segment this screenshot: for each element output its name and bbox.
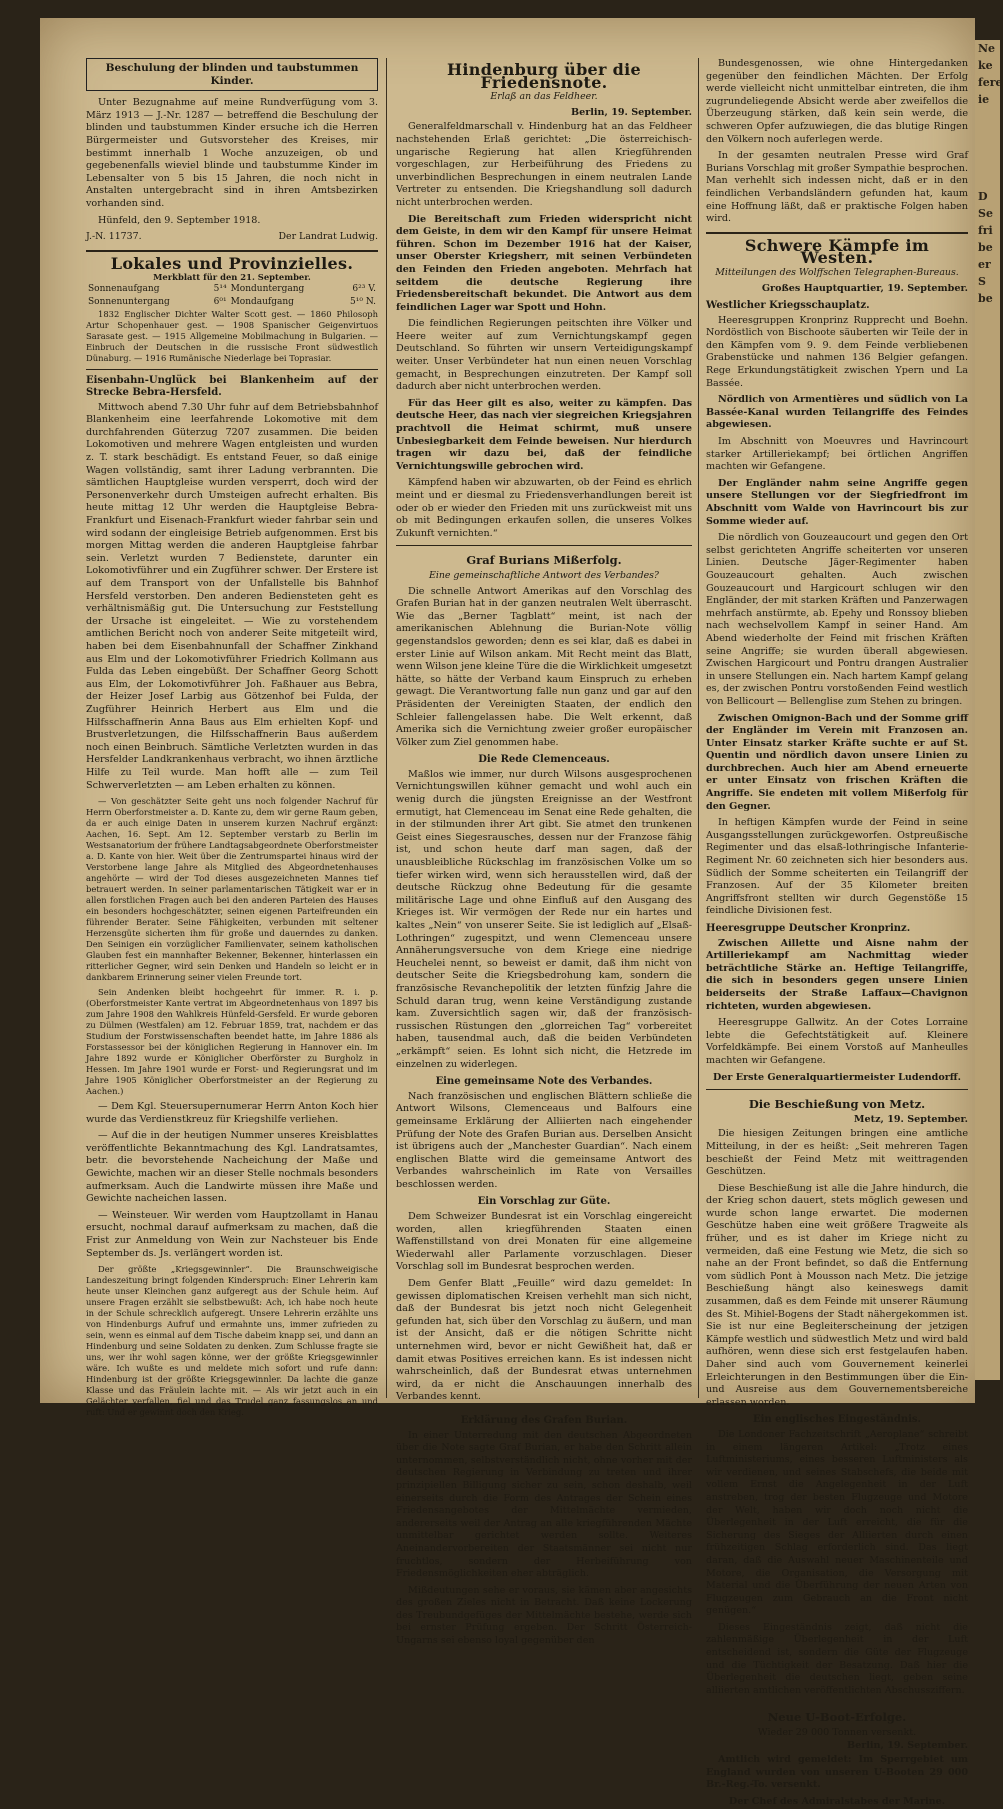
notice-ref: J.-N. 11737. xyxy=(86,231,142,243)
moon-label: Mondaufgang xyxy=(230,296,294,307)
paragraph: Heeresgruppen Kronprinz Rupprecht und Boehn. Nordöstlich von Bischoote säuberten wir Teile der in den Kämpfen vom 9. 9. dem Feinde verbliebenen Grabenstücke und nahmen 136 Belgier gefangen. Rege Erkundungstätigkeit zwischen Ypern und La Bassée. xyxy=(706,314,968,389)
west-dateline: Großes Hauptquartier, 19. September. xyxy=(761,282,968,294)
weinsteuer-note: — Weinsteuer. Wir werden vom Hauptzollamt in Hanau ersucht, nochmal darauf aufmerksam zu machen, daß die Frist zur Anmeldung von Wein zur Nachsteuer bis Ende September ds. Js. verlängert worden ist. xyxy=(86,1209,378,1259)
moon-value: 6²³ V. xyxy=(352,284,376,295)
notice-title: Beschulung der blinden und taubstummen Kinder. xyxy=(86,58,378,91)
paragraph: Die nördlich von Gouzeaucourt und gegen den Ort selbst gerichteten Angriffe scheiterten vor unseren Linien. Deutsche Jäger-Regimenter haben Gouzeaucourt gehalten. Auch zwischen Gouzeaucourt und Hargicourt schlugen wir den Engländer, der mit starken Kräften und Panzerwagen mehrfach anstürmte, ab. Epehy und Ronssoy blieben nach wechselvollem Kampf in seiner Hand. Am Abend wiederholte der Feind mit frischen Kräften seine Angriffe; sie wurden überall abgewiesen. Zwischen Hargicourt und Pontru drangen Australier in unsere Stellungen ein. Nach hartem Kampf gelang es, der zwischen Pontru vorstoßenden Feind westlich von Bellicourt — Bellenglise zum Stehen zu bringen. xyxy=(706,532,968,707)
west-subtitle: Mitteilungen des Wolffschen Telegraphen-Bureaus. xyxy=(715,266,959,278)
west-heading: Westlicher Kriegsschauplatz. xyxy=(706,300,870,312)
edge-fragment: er xyxy=(978,258,991,271)
kreisblatt-note: — Auf die in der heutigen Nummer unseres Kreisblattes veröffentlichte Bekanntmachung des Kgl. Landratsamtes, betr. die bevorstehende Nacheichung der Maße und Gewichte, machen wir an dieser Stelle nochmals besonders aufmerksam. Auch die Landwirte müssen ihre Maße und Gewichte nacheichen lassen. xyxy=(86,1130,378,1205)
divider xyxy=(706,232,968,234)
moon-value: 5¹⁰ N. xyxy=(350,296,376,307)
column-rule xyxy=(386,58,387,1398)
paragraph: Zwischen Omignon-Bach und der Somme griff der Engländer im Verein mit Franzosen an. Unter Einsatz starker Kräfte suchte er auf St. Quentin und nördlich davon unsere Linien zu durchbrechen. Auch hier am Abend erneuerte er unter Einsatz von frischen Kräften die Angriffe. Sie endeten mit vollem Mißerfolg für den Gegner. xyxy=(706,712,968,812)
rail-article: Mittwoch abend 7.30 Uhr fuhr auf dem Betriebsbahnhof Blankenheim eine leerfahrende Lokomotive mit dem durchfahrenden Güterzug 7207 zusammen. Die beiden Lokomotiven und mehrere Wagen entgleisten und wurden z. T. stark beschädigt. Es entstand Feuer, so daß einige Wagen vollständig, samt ihrer Ladung verbrannten. Die sämtlichen Hauptgleise wurden versperrt, doch wird der Personenverkehr durch Umsteigen aufrecht erhalten. Bis heute mittag 12 Uhr werden die Hauptgleise Bebra-Frankfurt und Eisenach-Frankfurt wieder fahrbar sein und wird sodann der eingleisige Betrieb aufgenommen. Erst bis morgen Mittag werden die anderen Hauptgleise fahrbar sein. Verletzt wurden 7 Bedienstete, darunter ein Lokomotivführer und ein Zugführer schwer. Der Erstere ist auf dem Transport von der Unfallstelle bis Bahnhof Hersfeld verstorben. Den anderen Bediensteten geht es verhältnismäßig gut. Die Untersuchung zur Feststellung der Ursache ist eingeleitet. — Wie zu vorstehendem amtlichen Bericht noch von anderer Seite mitgeteilt wird, haben bei dem Eisenbahnunfall der Schaffner Zinkhand aus Elm und der Lokomotivführer Friedrich Kollmann aus Fulda das Leben eingebüßt. Der Schaffner Georg Schott aus Elm, der Lokomotivführer Joh. Faßhauer aus Bebra, der Heizer Josef Larbig aus Götzenhof bei Fulda, der Zugführer Heinrich Herbert aus Elm und die Hilfsschaffnerin Anna Baus aus Elm erhielten Kopf- und Brustverletzungen, die Hilfsschaffnerin Baus außerdem noch einen Beinbruch. Sämtliche Verletzten wurden in das Hersfelder Landkrankenhaus verbracht, wo ihnen ärztliche Hilfe zu Teil wurde. Man hofft alle — zum Teil Schwerverletzten — am Leben erhalten zu können. xyxy=(86,401,378,791)
paragraph: Dem Schweizer Bundesrat ist ein Vorschlag eingereicht worden, allen kriegführenden Staaten einen Waffenstillstand von drei Monaten für eine allgemeine Wiederwahl aller Parlamente vorzuschlagen. Dieser Vorschlag soll im Bundesrat besprochen werden. xyxy=(396,1211,692,1273)
divider xyxy=(86,369,378,370)
edge-fragment: fri xyxy=(978,224,993,237)
notice-signature-line xyxy=(86,231,378,244)
edge-fragment: be xyxy=(978,292,993,305)
paragraph: In heftigen Kämpfen wurde der Feind in seine Ausgangsstellungen zurückgeworfen. Ostpreußische Regimenter und das elsaß-lothringische Infanterie-Regiment Nr. 60 zeichneten sich hier besonders aus. Südlich der Somme scheiterten ein Teilangriff der Franzosen. Auf der 35 Kilometer breiten Angriffsfront stellten wir durch Gegenstöße 15 feindliche Divisionen fest. xyxy=(706,817,968,917)
engl-title: Ein englisches Eingeständnis. xyxy=(752,1414,922,1426)
edge-fragment: ke xyxy=(978,59,993,72)
paragraph: Heeresgruppe Gallwitz. An der Cotes Lorraine lebte die Gefechtstätigkeit auf. Kleinere Vorfeldkämpfe. Bei einem Vorstoß auf Manheulles machten wir Gefangene. xyxy=(706,1017,968,1066)
paragraph: In einer Unterredung mit den deutschen Abgeordneten über die Note sagte Graf Burian, er habe den Schritt allein unternommen, selbstverständlich nicht, ohne vorher mit der deutschen Regierung in Verbindung zu treten und ihrer prinzipiellen Billigung sicher zu sein, schon deshalb, weil einerseits durch die Form des Antrages der Schein eines Friedensangebotes der Mittelmächte vermieden, andererseits weil der Antrag an alle kriegführenden Mächte unmittelbar gerichtet werden sollte. Weiteres Aneinandervorbereiten der Staatsmänner sei nicht nur fruchtlos, sondern der Herbeiführung von Friedensmöglichkeiten eher abträglich. xyxy=(396,1429,692,1580)
burian-subtitle: Eine gemeinschaftliche Antwort des Verbandes? xyxy=(429,569,659,581)
notice-sign: Der Landrat Ludwig. xyxy=(278,231,378,243)
edge-fragment: D xyxy=(978,190,988,203)
paragraph: Für das Heer gilt es also, weiter zu kämpfen. Das deutsche Heer, das nach vier siegreichen Kriegsjahren prachtvoll die Heimat schirmt, muß unsere Unbesiegbarkeit dem Feinde beweisen. Nur hierdurch tragen wir dazu bei, daß der feindliche Vernichtungswille gebrochen wird. xyxy=(396,397,692,472)
column-rule xyxy=(698,58,699,1398)
column-3 xyxy=(706,58,968,1809)
west-signature: Der Erste Generalquartiermeister Ludendorff. xyxy=(712,1071,962,1083)
metz-dateline: Metz, 19. September. xyxy=(853,1113,968,1125)
adjacent-page-edge xyxy=(975,40,1003,1380)
sun-value: 5¹⁴ xyxy=(213,284,227,295)
table-row xyxy=(86,296,378,309)
edge-fragment: Ne xyxy=(978,42,996,55)
vorschlag-title: Ein Vorschlag zur Güte. xyxy=(477,1196,611,1208)
paragraph: In der gesamten neutralen Presse wird Graf Burians Vorschlag mit großer Sympathie besprochen. Man verhehlt sich indessen nicht, daß er in den feindlichen Verbandsländern gefunden hat, kaum eine Hoffnung läßt, daß er praktische Folgen haben wird. xyxy=(706,150,968,225)
gemeinsame-note-title: Eine gemeinsame Note des Verbandes. xyxy=(435,1076,653,1088)
burian-title: Graf Burians Mißerfolg. xyxy=(466,553,622,568)
paragraph: Diese Beschießung ist alle die Jahre hindurch, die der Krieg schon dauert, stets möglich gewesen und wurde schon lange erwartet. Die modernen Geschütze haben eine weit größere Tragweite als früher, und es ist daher im Kriege nicht zu vermeiden, daß eine Festung wie Metz, die sich so nahe an der Front befindet, so daß die Entfernung vom südlich Pont à Mousson nach Metz. Die jetzige Beschießung hängt also keineswegs damit zusammen, daß es dem Feinde mit unserer Räumung des St. Mihiel-Bogens der Stadt nähergekommen ist. Sie ist nur eine Begleiterscheinung der jetzigen Kämpfe westlich und südwestlich Metz und wird bald aufhören, wenn diese sich erst festgelaufen haben. Daher sind auch vom Gouvernement keinerlei Erleichterungen in den Bestimmungen über die Ein- und Ausreise aus dem Gouvernementsbereiche erlassen worden. xyxy=(706,1182,968,1408)
paragraph: Bundesgenossen, wie ohne Hintergedanken gegenüber den feindlichen Mächten. Der Erfolg werde vielleicht nicht unmittelbar eintreten, die ihm zugrundeliegende Absicht werde aber zweifellos die Überzeugung stärken, daß kein sein werde, die schweren Opfer aufzuwiegen, die das blutige Ringen den Völkern noch auferlegen werde. xyxy=(706,58,968,145)
metz-title: Die Beschießung von Metz. xyxy=(748,1097,926,1112)
hindenburg-title: Hindenburg über die Friedensnote. xyxy=(447,60,641,92)
column-1 xyxy=(86,58,378,1422)
newspaper-page xyxy=(40,18,975,1807)
paragraph: Nördlich von Armentières und südlich von La Bassée-Kanal wurden Teilangriffe des Feindes abgewiesen. xyxy=(706,394,968,431)
sun-value: 6⁰¹ xyxy=(213,296,227,307)
table-row xyxy=(86,283,378,296)
divider xyxy=(396,545,692,546)
paragraph: Dieses Eingeständnis zeigt, daß nicht die zahlenmäßige Überlegenheit in der Luft entscheidend ist, sondern die Güte der Flugzeuge und die Tüchtigkeit der Besatzung. Daß hier die Überlegenheit die deutschen liegt, geben seine alliierten amtlichen veröffentlichten Abschussziffern. xyxy=(706,1621,968,1696)
obituary: — Von geschätzter Seite geht uns noch folgender Nachruf für Herrn Oberforstmeister a. D. Kante zu, dem wir gerne Raum geben, da er auch einige Daten in unserem kurzen Nachruf ergänzt: Aachen, 16. Sept. Am 12. September verstarb zu Berlin im Westsanatorium der frühere Landtagsabgeordnete Oberforstmeister a. D. Kante von hier. Weit über die Zentrumspartei hinaus wird der Verstorbene lange Jahre als Mitglied des Abgeordnetenhauses angehörte — wird der Tod dieses ausgezeichneten Mannes tief betrauert werden. In seiner parlamentarischen Tätigkeit war er in allen forstlichen Fragen auch bei den anderen Parteien des Hauses ein besonders hochgeschätzter, seinen eigenen Parteifreunden ein führender Berater. Seine Fähigkeiten, verbunden mit seltener Herzensgüte sicherten ihm für große und dauerndes zu danken. Den Seinigen ein vorzüglicher Familienvater, seinem katholischen Glauben fest ein mannhafter Bekenner, Bekenner, hinterlassen ein ritterlicher Gegner, wird sein Denken und Handeln so leicht er in dankbarem Erinnerung seiner vielen Freunde tort. xyxy=(86,796,378,983)
koch-note: — Dem Kgl. Steuersupernumerar Herrn Anton Koch hier wurde das Verdienstkreuz für Kriegshilfe verliehen. xyxy=(86,1101,378,1125)
uboot-dateline: Berlin, 19. September. xyxy=(847,1739,968,1751)
paragraph: Die Londoner Fachzeitschrift „Aeroplane“ schreibt in einem längeren Artikel: „Trotz eines Luftministeriums, eines besseren Luftministers als wir verdienen, und seines Stabschefs, die beide mit vollem Ernst die Angelegenheit in der Luft anstreben, trog der besten Flugzeuge und Motore der Welt, haben wir doch noch nicht die Überlegenheit in der Luft erreicht, die für die Sicherung des Sieges der Alliierten durch einen frühzeitigen Schlag erforderlich sind. Das liegt daran, daß die Auswahl neuer Maschinenteile und Motore, die Organisation, die Versorgung mit Material und die Überführung der neuen Arten von Flugzeugen zum Gebrauch an die Front nicht genügen.“ xyxy=(706,1428,968,1617)
sun-label: Sonnenaufgang xyxy=(88,284,160,295)
uboot-signature: Der Chef des Admiralstabes der Marine. xyxy=(728,1796,946,1807)
hindenburg-dateline: Berlin, 19. September. xyxy=(571,106,692,118)
merkblatt: Merkblatt für den 21. September. xyxy=(153,272,311,283)
paragraph: Die Bereitschaft zum Frieden widerspricht nicht dem Geiste, in dem wir den Kampf für unsere Heimat führen. Schon im Dezember 1916 hat der Kaiser, unser Oberster Kriegsherr, mit seinen Verbündeten den Feinden den Frieden angeboten. Mehrfach hat seitdem die deutsche Regierung ihre Friedensbereitschaft bekundet. Die Antwort aus dem feindlichen Lager war Spott und Hohn. xyxy=(396,213,692,313)
divider xyxy=(706,1702,968,1703)
paragraph: Die hiesigen Zeitungen bringen eine amtliche Mitteilung, in der es heißt: „Seit mehreren Tagen beschießt der Feind Metz mit weittragenden Geschützen. xyxy=(706,1128,968,1178)
notice-date: Hünfeld, den 9. September 1918. xyxy=(98,214,261,226)
sun-label: Sonnenuntergang xyxy=(88,296,170,307)
uboot-subtitle: Wieder 29 000 Tonnen versenkt. xyxy=(757,1727,917,1739)
local-title: Lokales und Provinzielles. xyxy=(110,253,354,273)
west-heading-kronprinz: Heeresgruppe Deutscher Kronprinz. xyxy=(706,923,911,934)
edge-fragment: be xyxy=(978,241,993,254)
paragraph: Generalfeldmarschall v. Hindenburg hat an das Feldheer nachstehenden Erlaß gerichtet: „Die österreichisch-ungarische Regierung hat allen Kriegführenden vorgeschlagen, zur Herbeiführung des Friedens zu unverbindlichen Besprechungen in einem neutralen Lande Vertreter zu entsenden. Die Kriegshandlung soll dadurch nicht unterbrochen werden. xyxy=(396,121,692,208)
edge-fragment: S xyxy=(978,275,986,288)
history-note: 1832 Englischer Dichter Walter Scott gest. — 1860 Philosoph Artur Schopenhauer gest. — 1908 Spanischer Geigenvirtuos Sarasate gest. — 1915 Allgemeine Mobilmachung in Bulgarien. — Einbruch der Deutschen in die russische Front südwestlich Dünaburg. — 1916 Rumänische Niederlage bei Toprasiar. xyxy=(86,308,378,363)
west-title: Schwere Kämpfe im Westen. xyxy=(744,235,930,268)
divider xyxy=(396,1409,692,1410)
sun-table xyxy=(86,283,378,308)
moon-label: Monduntergang xyxy=(230,284,305,295)
divider xyxy=(86,250,378,252)
edge-fragment: ie xyxy=(978,93,990,106)
rail-title: Eisenbahn-Unglück bei Blankenheim auf der Strecke Bebra-Hersfeld. xyxy=(86,374,378,399)
kriegsgewinnler-story: Der größte „Kriegsgewinnler“. Die Braunschweigische Landeszeitung bringt folgenden Kinderspruch: Einer Lehrerin kam heute unser Kleinchen ganz aufgeregt aus der Schule heim. Auf unsere Fragen erzählt sie selbstbewußt: Ach, ich habe noch heute in der Schule schrecklich aufgeregt. Unsere Lehrerin erzählte uns von Hindenburgs Aufruf und ermahnte uns, immer zufrieden zu sein, wenn es einmal auf dem Tische dabeim knapp sei, und dann an Hindenburg und seine Soldaten zu denken. Zum Schlusse fragte sie uns, wer ihr wohl sagen könne, wer der größte Kriegsgewinnler wäre. Ich wußte es und meldete mich sofort und rufe dann: Hindenburg ist der größte Kriegsgewinnler. Da lachte die ganze Klasse und das Fräulein lachte mit. — Als wir jetzt auch in ein Gelächter verfallen, fiel und das Trudel ganz fassungslos an und ruft: Und er gewinnt doch den Krieg. xyxy=(86,1264,378,1418)
divider xyxy=(706,1089,968,1090)
edge-fragment: fere xyxy=(978,76,1003,89)
paragraph: Amtlich wird gemeldet: Im Sperrgebiet um England wurden von unseren U-Booten 29 000 Br.-Reg.-To. versenkt. xyxy=(706,1754,968,1791)
erklaerung-title: Erklärung des Grafen Burian. xyxy=(460,1414,628,1426)
hindenburg-subtitle: Erlaß an das Feldheer. xyxy=(490,91,598,103)
paragraph: Zwischen Aillette und Aisne nahm der Artilleriekampf am Nachmittag wieder beträchtliche Stärke an. Heftige Teilangriffe, die sich in besonders gegen unsere Linien beiderseits der Straße Laffaux—Chavignon richteten, wurden abgewiesen. xyxy=(706,937,968,1012)
obituary-details: Sein Andenken bleibt hochgeehrt für immer. R. i. p. (Oberforstmeister Kante vertrat im Abgeordnetenhaus von 1897 bis zum Jahre 1908 den Wahlkreis Hünfeld-Gersfeld. Er wurde geboren zu Dülmen (Westfalen) am 12. Februar 1859, trat, nachdem er das Studium der Forstwissenschaften beendet hatte, im Jahre 1886 als Forstassessor bei der königlichen Regierung in Hannover ein. Im Jahre 1892 wurde er Königlicher Oberförster zu Burgholz in Hessen. Im Jahre 1901 wurde er Forst- und Regierungsrat und im Jahre 1905 Königlicher Oberforstmeister an der Regierung zu Aachen.) xyxy=(86,987,378,1097)
paragraph: Nach französischen und englischen Blättern schließe die Antwort Wilsons, Clemenceaus und Balfours eine gemeinsame Erklärung der Alliierten nach eingehender Prüfung der Note des Grafen Burian aus. Derselben Ansicht ist übrigens auch der „Manchester Guardian“. Nach einem englischen Blatte wird die gemeinsame Antwort des Verbandes wahrscheinlich im Rate von Versailles beschlossen werden. xyxy=(396,1090,692,1190)
paragraph: Kämpfend haben wir abzuwarten, ob der Feind es ehrlich meint und er diesmal zu Friedensverhandlungen bereit ist oder ob er wieder den Frieden mit uns zurückweist mit uns ob mit Bedingungen erkaufen sollen, die unseres Volkes Zukunft vernichten.“ xyxy=(396,477,692,539)
paragraph: Mißdeutungen sehe er voraus, sie kämen aber angesichts des großen Zieles nicht in Betracht. Daß keine Lockerung des Treubundgefüges der Mittelmächte bestehe, werde sich bei ernster Prüfung ergeben. Der Schritt Österreich-Ungarns sei ebenso loyal gegenüber den xyxy=(396,1584,692,1647)
uboot-title: Neue U-Boot-Erfolge. xyxy=(767,1710,907,1725)
clemenceau-title: Die Rede Clemenceaus. xyxy=(478,754,610,766)
paragraph: Die schnelle Antwort Amerikas auf den Vorschlag des Grafen Burian hat in der ganzen neutralen Welt überrascht. Wie das „Berner Tagblatt“ meint, ist nach der amerikanischen Ablehnung die Burian-Note völlig gegenstandslos geworden; denn es sei klar, daß es dabei in erster Linie auf Wilson ankam. Mit Recht meint das Blatt, wenn Wilson jene kleine Türe die die Wirklichkeit umgesetzt hätte, so hätte der Verband kaum Einspruch zu erheben gewagt. Die Verantwortung falle nun ganz und gar auf den Präsidenten der Vereinigten Staaten, der endlich den Schleier fallengelassen habe. Die Welt erkennt, daß Amerika sich die Vernichtung zweier großer europäischer Völker zum Ziel genommen habe. xyxy=(396,585,692,748)
notice-text: Unter Bezugnahme auf meine Rundverfügung vom 3. März 1913 — J.-Nr. 1287 — betreffend die Beschulung der blinden und taubstummen Kinder ersuche ich die Herren Bürgermeister und Gutsvorsteher des Kreises, mir bestimmt innerhalb 1 Woche anzuzeigen, ob und gegebenenfalls wieviel blinde und taubstumme Kinder im Lebensalter von 5 bis 15 Jahren, die noch nicht in Anstalten untergebracht sind in ihren Amtsbezirken vorhanden sind. xyxy=(86,97,378,209)
paragraph: Im Abschnitt von Moeuvres und Havrincourt starker Artilleriekampf; bei örtlichen Angriffen machten wir Gefangene. xyxy=(706,436,968,473)
column-2 xyxy=(396,58,692,1652)
paragraph: Der Engländer nahm seine Angriffe gegen unsere Stellungen vor der Siegfriedfront im Abschnitt vom Walde von Havrincourt bis zur Somme wieder auf. xyxy=(706,477,968,527)
paragraph: Maßlos wie immer, nur durch Wilsons ausgesprochenen Vernichtungswillen kühner gemacht und wohl auch ein wenig durch die jüngsten Ereignisse an der Westfront ermutigt, hat Clemenceau im Senat eine Rede gehalten, die in der stilmunden ihrer Art gibt. Sie atmet den trunkenen Geist eines Siegesrausches, dessen nur der Franzose fähig ist, und schon heute darf man sagen, daß der unausbleibliche Rückschlag im französischen Volke um so tiefer wirken wird, wenn sich herausstellen wird, daß der deutsche Rückzug ohne Bedeutung für die gesamte militärische Lage und ohne Einfluß auf den Ausgang des Krieges ist. Wir vermögen der Rede nur ein hartes und kaltes „Nein“ von unserer Seite. Sie ist lediglich auf „Elsaß-Lothringen“ zugespitzt, und wenn Clemenceau unsere Annäherungsversuche von dem Kriege eine niedrige Heuchelei nennt, so beweist er damit, daß ihm nicht von deutscher Seite die Kriegsbedrohung kam, sondern die französische Revanchepolitik der letzten fünfzig Jahre die Schuld daran trug, wenn keine Verständigung zustande kam. Zuversichtlich sagen wir, daß der französisch-russischen Rüstungen den „glorreichen Tag“ vorbereitet haben, tausendmal auch, daß die beiden Verbündeten „erkämpft“ seien. Es lohnt sich nicht, die Hetzrede im einzelnen zu widerlegen. xyxy=(396,768,692,1070)
paragraph: Dem Genfer Blatt „Feuille“ wird dazu gemeldet: In gewissen diplomatischen Kreisen verhehlt man sich nicht, daß der Bundesrat bis jetzt noch nicht Gelegenheit gefunden hat, sich über den Vorschlag zu äußern, und man ist der Ansicht, daß er die nötigen Schritte nicht unternehmen wird, bevor er nicht Gewißheit hat, daß er damit etwas Positives erreichen kann. Es ist indessen nicht wahrscheinlich, daß der Bundesrat etwas unternehmen wird, da er nicht die Anschauungen innerhalb des Verbandes kennt. xyxy=(396,1278,692,1403)
paragraph: Die feindlichen Regierungen peitschten ihre Völker und Heere weiter auf zum Vernichtungskampf gegen Deutschland. So führten wir unsern Verteidigungskampf weiter. Unser Verbündeter hat nun einen neuen Vorschlag gemacht, in Besprechungen einzutreten. Der Kampf soll dadurch aber nicht unterbrochen werden. xyxy=(396,318,692,393)
edge-fragment: Se xyxy=(978,207,993,220)
